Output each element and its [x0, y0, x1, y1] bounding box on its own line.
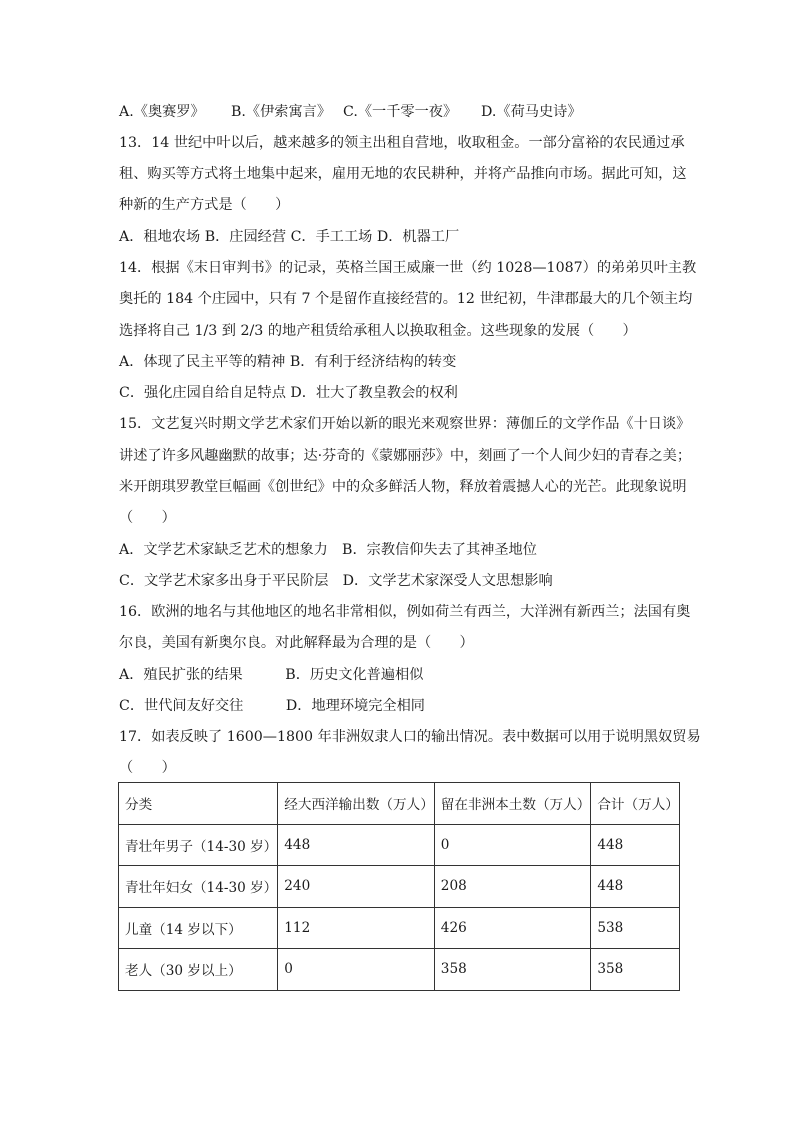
- table-header-cell: 留在非洲本土数（万人）: [434, 783, 591, 825]
- table-row: [119, 907, 680, 949]
- text-line: A．殖民扩张的结果 B．历史文化普遍相似: [119, 667, 424, 683]
- text-line: A．文学艺术家缺乏艺术的想象力 B．宗教信仰失去了其神圣地位: [119, 542, 537, 558]
- text-line: 14．根据《末日审判书》的记录，英格兰国王威廉一世（约 1028—1087）的弟弟贝叶主教: [119, 260, 697, 276]
- text-line: 16．欧洲的地名与其他地区的地名非常相似，例如荷兰有西兰，大洋洲有新西兰；法国有奥: [119, 604, 691, 620]
- table-cell: 青壮年男子（14-30 岁）: [119, 824, 278, 866]
- table-cell: 208: [434, 866, 591, 908]
- table-header-cell: 分类: [119, 783, 278, 825]
- text-line: 讲述了许多风趣幽默的故事；达·芬奇的《蒙娜丽莎》中，刻画了一个人间少妇的青春之美；: [119, 448, 692, 464]
- table-cell: 青壮年妇女（14-30 岁）: [119, 866, 278, 908]
- text-line: 17．如表反映了 1600—1800 年非洲奴隶人口的输出情况。表中数据可以用于说明黑奴贸易: [119, 729, 701, 745]
- table-row: [119, 866, 680, 908]
- text-line: C．世代间友好交往 D．地理环境完全相同: [119, 698, 425, 714]
- table-cell: 儿童（14 岁以下）: [119, 907, 278, 949]
- text-line: C．强化庄园自给自足特点 D．壮大了教皇教会的权利: [119, 385, 458, 401]
- table-row: [119, 949, 680, 991]
- text-line: A．租地农场 B．庄园经营 C．手工工场 D．机器工厂: [119, 229, 460, 245]
- text-line: 奥托的 184 个庄园中，只有 7 个是留作直接经营的。12 世纪初，牛津郡最大的几个领主均: [119, 291, 693, 307]
- table-row: [119, 824, 680, 866]
- q12-option-b: B.《伊索寓言》: [231, 104, 332, 120]
- table-cell: 448: [591, 824, 680, 866]
- text-line: 15．文艺复兴时期文学艺术家们开始以新的眼光来观察世界：薄伽丘的文学作品《十日谈》: [119, 416, 691, 432]
- table-header-row: [119, 783, 680, 825]
- text-line: 米开朗琪罗教堂巨幅画《创世纪》中的众多鲜活人物，释放着震撼人心的光芒。此现象说明: [119, 479, 687, 495]
- table-cell: 358: [591, 949, 680, 991]
- q12-option-d: D.《荷马史诗》: [481, 104, 582, 120]
- table-cell: 240: [278, 866, 435, 908]
- q12-option-a: A.《奥赛罗》: [119, 104, 205, 120]
- table-header-cell: 合计（万人）: [591, 783, 680, 825]
- table-cell: 538: [591, 907, 680, 949]
- table-cell: 0: [434, 824, 591, 866]
- slave-export-table: [118, 782, 680, 991]
- table-cell: 448: [591, 866, 680, 908]
- table-header-cell: 经大西洋输出数（万人）: [278, 783, 435, 825]
- q12-options: [119, 103, 582, 121]
- table-cell: 448: [278, 824, 435, 866]
- text-line: 尔良，美国有新奥尔良。对此解释最为合理的是（ ）: [119, 635, 474, 651]
- text-line: 租、购买等方式将土地集中起来，雇用无地的农民耕种，并将产品推向市场。据此可知，这: [119, 166, 687, 182]
- table-cell: 426: [434, 907, 591, 949]
- table-cell: 112: [278, 907, 435, 949]
- text-line: 选择将自己 1/3 到 2/3 的地产租赁给承租人以换取租金。这些现象的发展（ ）: [119, 323, 637, 339]
- table-cell: 老人（30 岁以上）: [119, 949, 278, 991]
- text-line: （ ）: [119, 760, 176, 776]
- text-line: 13．14 世纪中叶以后，越来越多的领主出租自营地，收取租金。一部分富裕的农民通过承: [119, 135, 685, 151]
- table-cell: 358: [434, 949, 591, 991]
- text-line: （ ）: [119, 510, 176, 526]
- q12-option-c: C.《一千零一夜》: [343, 104, 458, 120]
- text-line: C．文学艺术家多出身于平民阶层 D．文学艺术家深受人文思想影响: [119, 573, 553, 589]
- text-line: 种新的生产方式是（ ）: [119, 197, 290, 213]
- text-line: A．体现了民主平等的精神 B．有利于经济结构的转变: [119, 354, 457, 370]
- table-cell: 0: [278, 949, 435, 991]
